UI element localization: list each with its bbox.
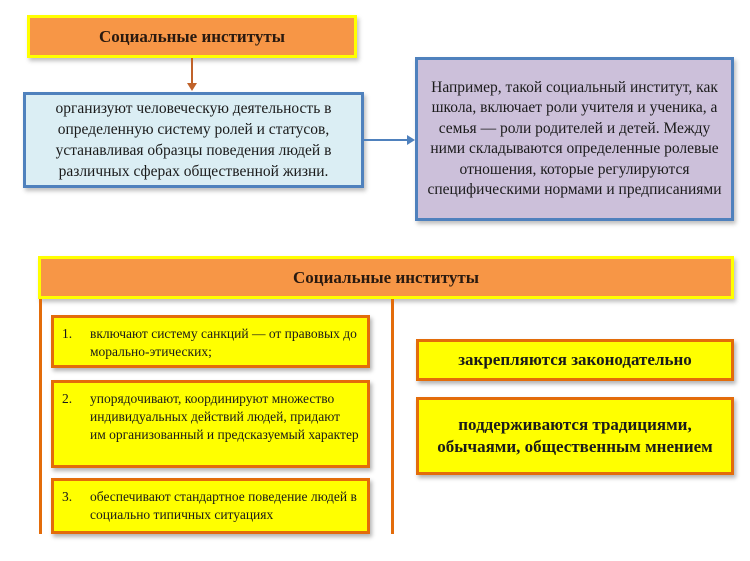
middle-connector-line — [391, 299, 394, 534]
right-arrow-icon — [364, 133, 416, 145]
item-text: обеспечивают стандартное поведение людей в социально типичных ситуациях — [90, 489, 357, 522]
property-box-legislation — [416, 339, 734, 381]
property-box-traditions — [416, 397, 734, 475]
example-text: Например, такой социальный институт, как школа, включает роли учителя и ученика, а семья — роли родителей и детей. Между ними складываются определенные ролевые отношения, которые регулируются специфическими нормами и предписаниями — [427, 78, 722, 198]
item-text: упорядочивают, координируют множество индивидуальных действий людей, придают им организованный и предсказуемый характер — [90, 391, 359, 442]
item-number: 1. — [62, 326, 73, 341]
bottom-title: Социальные институты — [293, 267, 479, 287]
property-text: закрепляются законодательно — [458, 350, 692, 369]
item-number: 3. — [62, 489, 73, 504]
property-text: поддерживаются традициями, обычаями, общественным мнением — [437, 415, 713, 456]
list-item — [51, 315, 370, 368]
example-box — [415, 57, 734, 221]
down-arrow-icon — [185, 58, 199, 92]
top-title-box — [27, 15, 357, 58]
definition-text: организуют человеческую деятельность в определенную систему ролей и статусов, устанавливая образцы поведения людей в различных сферах общественной жизни. — [55, 100, 332, 180]
top-title: Социальные институты — [99, 26, 285, 46]
list-item — [51, 380, 370, 468]
list-item — [51, 478, 370, 534]
left-connector-line — [39, 299, 42, 534]
bottom-title-banner — [38, 256, 734, 299]
item-number: 2. — [62, 391, 73, 406]
definition-box — [23, 92, 364, 188]
item-text: включают систему санкций — от правовых до морально-этических; — [90, 326, 357, 359]
